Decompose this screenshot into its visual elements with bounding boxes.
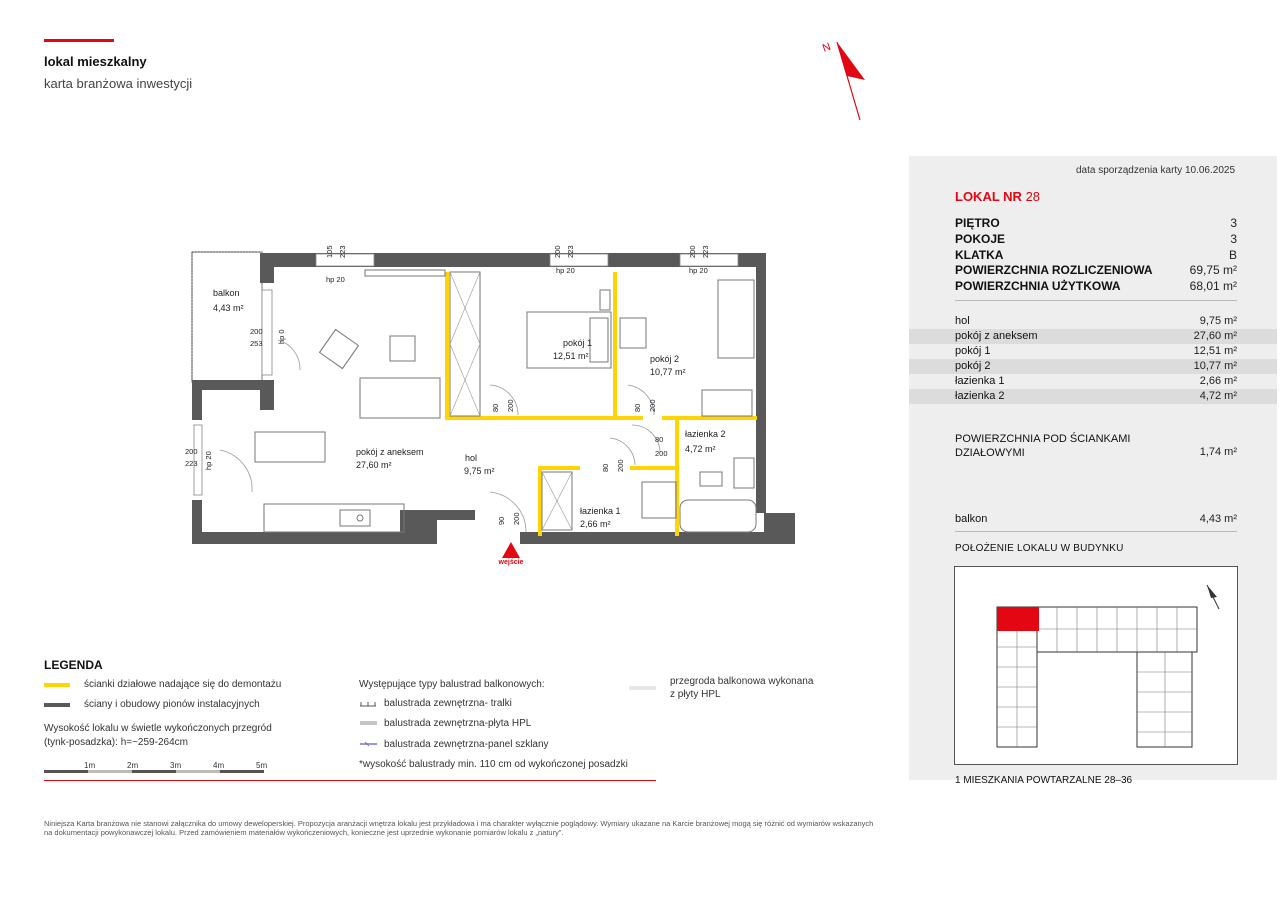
dim-80-a: 80 xyxy=(491,403,500,412)
summary-row-klatka xyxy=(955,248,1237,264)
position-title: POŁOŻENIE LOKALU W BUDYNKU xyxy=(955,543,1124,554)
building-plan xyxy=(955,567,1237,764)
lokal-number: 28 xyxy=(1025,189,1041,204)
dim-hp20-b: hp 20 xyxy=(556,266,575,275)
pokoj1-area: 12,51 m² xyxy=(553,351,589,361)
summary-value: 3 xyxy=(1230,232,1237,246)
summary-label: POWIERZCHNIA ROZLICZENIOWA xyxy=(955,263,1153,277)
dim-hp20-c: hp 20 xyxy=(689,266,708,275)
dim-80-c: 80 xyxy=(655,435,664,444)
dim-hp20-d: hp 20 xyxy=(204,451,213,470)
scale-segment xyxy=(88,770,132,773)
divider xyxy=(955,531,1237,532)
wardrobe xyxy=(450,272,480,416)
legend-yellow-label: ścianki działowe nadające się do demontażu xyxy=(84,679,282,690)
summary-label: KLATKA xyxy=(955,248,1004,262)
dim-200-h: 200 xyxy=(616,459,625,472)
legend-bottom-line xyxy=(44,780,656,781)
lazienka1-name: łazienka 1 xyxy=(580,506,621,516)
info-panel xyxy=(909,156,1277,786)
room-row-lazienka-2 xyxy=(909,389,1277,404)
north-label: N xyxy=(820,40,833,55)
scale-segment xyxy=(220,770,264,773)
scale-label: 3m xyxy=(170,761,182,770)
summary-label: POWIERZCHNIA UŻYTKOWA xyxy=(955,279,1121,293)
scale-label: 2m xyxy=(127,761,139,770)
dim-200-c: 200 xyxy=(250,327,263,336)
dim-90: 90 xyxy=(497,516,506,525)
under-walls-label xyxy=(955,432,1155,460)
partition-line2: z płyty HPL xyxy=(670,689,721,700)
legend-gray-swatch xyxy=(44,703,70,707)
entrance-label: wejście xyxy=(498,559,524,566)
room-value: 4,72 m² xyxy=(1199,390,1237,402)
summary-row-uzytkowa xyxy=(955,279,1237,295)
document-subtitle: karta branżowa inwestycji xyxy=(44,76,193,91)
legend-height-line2: (tynk-posadzka): h=~259-264cm xyxy=(44,737,188,748)
scale-label: 4m xyxy=(213,761,225,770)
balkon-name: balkon xyxy=(213,288,240,298)
dim-223-d: 223 xyxy=(185,459,198,468)
balkon-area: 4,43 m² xyxy=(213,303,244,313)
summary-value: 68,01 m² xyxy=(1189,279,1237,293)
building-location-map xyxy=(954,566,1238,765)
dim-223-b: 223 xyxy=(566,245,575,258)
dim-200-b: 200 xyxy=(688,245,697,258)
room-label: pokój 1 xyxy=(955,345,991,357)
dim-200-e: 200 xyxy=(506,399,515,412)
balustrade-note: *wysokość balustrady min. 110 cm od wykończonej posadzki xyxy=(359,759,628,770)
room-row-lazienka-1 xyxy=(909,374,1277,389)
lazienka1-area: 2,66 m² xyxy=(580,519,611,529)
room-value: 27,60 m² xyxy=(1193,330,1237,342)
dim-253: 253 xyxy=(250,339,263,348)
lokal-label: LOKAL NR xyxy=(955,189,1022,204)
balustrade-glass-icon xyxy=(359,741,379,747)
pokoj2-area: 10,77 m² xyxy=(650,367,686,377)
dim-80-d: 80 xyxy=(601,463,610,472)
room-row-hol xyxy=(909,314,1277,329)
dim-hp20-a: hp 20 xyxy=(326,275,345,284)
north-arrow-icon xyxy=(815,34,873,124)
summary-row-pokoje xyxy=(955,232,1237,248)
balcony-label: balkon xyxy=(955,513,988,525)
balustrade-1-label: balustrada zewnętrzna- tralki xyxy=(384,698,512,709)
hol-name: hol xyxy=(465,453,478,463)
floor-plan xyxy=(180,240,810,580)
dim-200-f: 200 xyxy=(648,399,657,412)
partition-line1: przegroda balkonowa wykonana xyxy=(670,676,814,687)
lazienka2-name: łazienka 2 xyxy=(685,429,726,439)
living-furniture xyxy=(255,270,445,532)
header-accent-bar xyxy=(44,39,114,42)
disclaimer: Niniejsza Karta branżowa nie stanowi załącznika do umowy deweloperskiej. Propozycja aranżacji wnętrza lokalu jest przykładowa i ma charakter wyłącznie poglądowy. Wymiary ukazane na Karcie branżowej mogą się różnić od wymiarów wskazanych na dokumentacji powykonawczej lokalu. Przed zamówieniem materiałów wykończeniowych, konieczne jest uprzednie wykonanie pomiarów lokalu z „natury”. xyxy=(44,819,874,837)
room-label: łazienka 2 xyxy=(955,390,1005,402)
balustrade-2-label: balustrada zewnętrzna-płyta HPL xyxy=(384,718,532,729)
unit-highlight xyxy=(997,607,1039,631)
legend-gray-label: ściany i obudowy pionów instalacyjnych xyxy=(84,699,260,710)
room-label: łazienka 1 xyxy=(955,375,1005,387)
divider xyxy=(955,300,1237,301)
dim-200-g: 200 xyxy=(655,449,668,458)
legend-yellow-swatch xyxy=(44,683,70,687)
balcony-value: 4,43 m² xyxy=(1199,513,1237,525)
scale-label: 5m xyxy=(256,761,268,770)
room-value: 9,75 m² xyxy=(1199,315,1237,327)
balustrade-hpl-icon xyxy=(359,720,379,726)
summary-value: B xyxy=(1228,248,1237,262)
balcony-outline xyxy=(192,252,262,382)
lokal-title xyxy=(955,189,1040,204)
room-row-pokoj-2 xyxy=(909,359,1277,374)
document-title: lokal mieszkalny xyxy=(44,54,147,69)
summary-value: 3 xyxy=(1230,216,1237,230)
room-value: 2,66 m² xyxy=(1199,375,1237,387)
dim-223-c: 223 xyxy=(701,245,710,258)
summary-label: POKOJE xyxy=(955,232,1006,246)
summary-row-rozliczeniowa xyxy=(955,263,1237,279)
under-walls-label-line1: POWIERZCHNIA POD ŚCIANKAMI xyxy=(955,433,1131,445)
dim-200-a: 200 xyxy=(553,245,562,258)
scale-segment xyxy=(132,770,176,773)
room-value: 12,51 m² xyxy=(1193,345,1237,357)
under-walls-value: 1,74 m² xyxy=(1199,446,1237,458)
balustrade-tralki-icon xyxy=(359,700,379,708)
living-area: 27,60 m² xyxy=(356,460,392,470)
scale-segment xyxy=(176,770,220,773)
date-line: data sporządzenia karty 10.06.2025 xyxy=(1076,165,1235,176)
legend-title: LEGENDA xyxy=(44,658,103,672)
hol-area: 9,75 m² xyxy=(464,466,495,476)
dim-223-a: 223 xyxy=(338,245,347,258)
dim-200-d: 200 xyxy=(185,447,198,456)
legend-height-line1: Wysokość lokalu w świetle wykończonych przegród xyxy=(44,723,272,734)
living-name: pokój z aneksem xyxy=(356,447,424,457)
room-row-pokoj-z-aneksem xyxy=(909,329,1277,344)
cut-off-text: 1 MIESZKANIA POWTARZALNE 28–36 xyxy=(955,775,1133,786)
room-label: pokój 2 xyxy=(955,360,991,372)
scale-bar xyxy=(44,770,267,773)
scale-label: 1m xyxy=(84,761,96,770)
balustrade-3-label: balustrada zewnętrzna-panel szklany xyxy=(384,739,549,750)
room-label: pokój z aneksem xyxy=(955,330,1038,342)
door-swings xyxy=(220,340,660,532)
entrance-icon xyxy=(502,542,520,558)
dim-80-b: 80 xyxy=(633,403,642,412)
under-walls-label-line2: DZIAŁOWYMI xyxy=(955,447,1025,459)
summary-value: 69,75 m² xyxy=(1189,263,1237,277)
pokoj1-name: pokój 1 xyxy=(563,338,593,348)
balustrade-title: Występujące typy balustrad balkonowych: xyxy=(359,679,545,690)
bedroom2-furniture xyxy=(620,280,754,416)
summary-row-pietro xyxy=(955,216,1237,232)
summary-label: PIĘTRO xyxy=(955,216,1000,230)
dim-105: 105 xyxy=(325,245,334,258)
room-row-pokoj-1 xyxy=(909,344,1277,359)
lazienka2-area: 4,72 m² xyxy=(685,444,716,454)
room-label: hol xyxy=(955,315,970,327)
dim-hp0: hp 0 xyxy=(277,329,286,344)
partition-icon xyxy=(628,685,658,691)
pokoj2-name: pokój 2 xyxy=(650,354,680,364)
scale-segment xyxy=(44,770,88,773)
room-value: 10,77 m² xyxy=(1193,360,1237,372)
dim-200-i: 200 xyxy=(512,512,521,525)
